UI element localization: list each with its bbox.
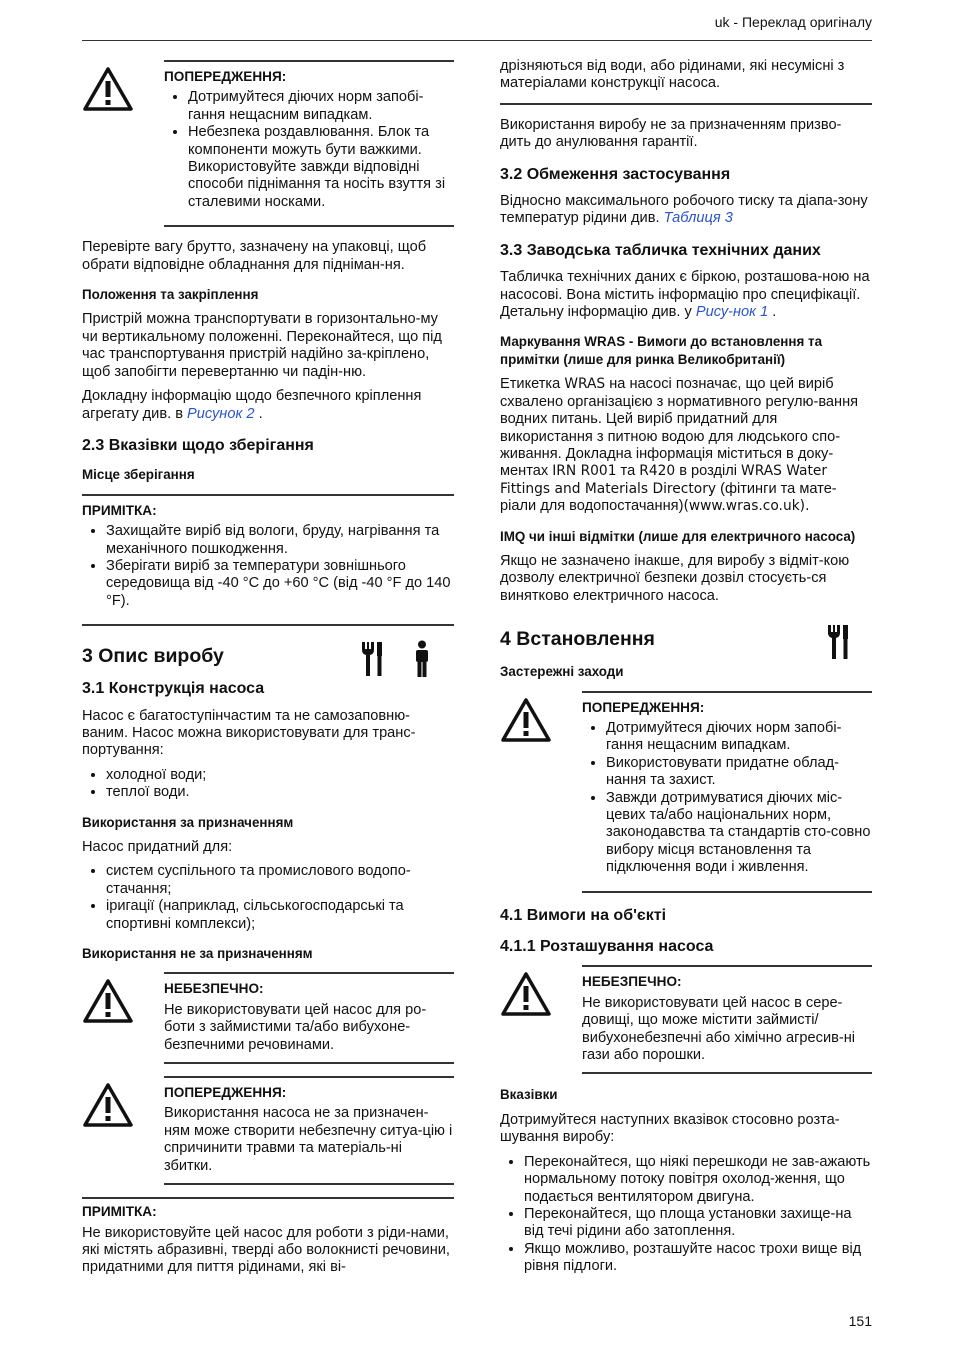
doc-ref: R420 bbox=[639, 463, 676, 480]
paragraph: Перевірте вагу брутто, зазначену на упаковці, щоб обрати відповідне обладнання для піднiман-ня. bbox=[82, 239, 427, 273]
subheading-improper-use: Використання не за призначенням bbox=[82, 946, 313, 962]
subheading-precautions: Застережні заходи bbox=[500, 664, 624, 680]
paragraph-text: Відносно максимального робочого тиску та діапа-зону температур рідини див. bbox=[500, 193, 868, 227]
subheading-intended-use: Використання за призначенням bbox=[82, 814, 294, 830]
figure-1-link[interactable]: Рису-нок 1 bbox=[695, 304, 769, 321]
note-text: Не використовуйте цей насос для роботи з ріди-нами, які містять абразивні, тверді або волокнисті речовини, придатними для пиття рідинами, які ві- bbox=[82, 1224, 450, 1276]
section-heading-3-2: 3.2 Обмеження застосування bbox=[500, 165, 731, 183]
warning-triangle-icon bbox=[500, 971, 552, 1022]
chapter-title: 4 Встановлення bbox=[500, 628, 655, 651]
table-3-link[interactable]: Таблиця 3 bbox=[663, 210, 733, 227]
warning-triangle-icon bbox=[82, 1082, 134, 1133]
note-item: • Захищайте виріб від вологи, бруду, нагрівання та механічного пошкодження. bbox=[106, 523, 454, 558]
person-icon bbox=[412, 640, 432, 684]
warning-title: ПОПЕРЕДЖЕННЯ: bbox=[582, 699, 705, 715]
wras-term: WRAS bbox=[564, 376, 606, 393]
paragraph-text: в розділі bbox=[675, 463, 742, 480]
danger-text: Не використовувати цей насос в сере-довищі, що може містити займисті/ вибухонебезпечні або хімічно агресив-ні гази або порошки. bbox=[582, 994, 856, 1064]
warning-item: • Використовувати придатне облад-нання та захист. bbox=[606, 755, 872, 790]
chapter-heading-3 bbox=[82, 644, 454, 668]
danger-title: НЕБЕЗПЕЧНО: bbox=[164, 981, 264, 997]
warning-text: Використання насоса не за призначен-ням може створити небезпечну ситуа-цію і спричинити травми та матеріаль-ні збитки. bbox=[164, 1105, 453, 1174]
header-text: uk - Переклад оригіналу bbox=[714, 14, 872, 30]
warning-block-installation bbox=[500, 691, 872, 893]
danger-text: Не використовувати цей насос для ро-боти з займистими та/або вибухоне-безпечними речовинами. bbox=[164, 1001, 427, 1053]
directory-name: WRAS Water Fittings and Materials Directory bbox=[500, 463, 828, 497]
list-item: • холодної води; bbox=[106, 767, 454, 784]
paragraph-continued: дрізняються від води, або рідинами, які несумісні з матеріалами конструкції насоса. bbox=[500, 58, 845, 92]
list-item: • теплої води. bbox=[106, 784, 454, 801]
warning-triangle-icon bbox=[500, 697, 552, 748]
danger-block-location bbox=[500, 965, 872, 1074]
paragraph: Якщо не зазначено інакше, для виробу з відміт-кою дозволу електричної безпеки дозвіл стосуєть-ся винятково електричного насоса. bbox=[500, 552, 850, 604]
warning-item: • Дотримуйтеся діючих норм запобі-гання нещасним випадкам. bbox=[188, 89, 454, 124]
danger-title: НЕБЕЗПЕЧНО: bbox=[582, 974, 682, 990]
section-heading-2-3: 2.3 Вказівки щодо зберігання bbox=[82, 436, 314, 454]
subheading-imq: IMQ чи інші відмітки (лише для електричного насоса) bbox=[500, 528, 856, 544]
list-item: • систем суспільного та промислового водопо-стачання; bbox=[106, 863, 454, 898]
paragraph-text: та bbox=[616, 463, 640, 480]
paragraph: Пристрій можна транспортувати в горизонтально-му чи вертикальному положенні. Переконайтеся, що під час транспортування пристрій надійно за-кріплено, щоб запобігти перевертанню чи падін-ню. bbox=[82, 311, 442, 380]
paragraph-text: (фітинги та мате-ріали для водопостачання) bbox=[500, 480, 837, 515]
subheading-position: Положення та закріплення bbox=[82, 287, 259, 303]
paragraph-fixing-ref bbox=[82, 388, 454, 423]
danger-block bbox=[82, 972, 454, 1064]
page-header bbox=[82, 0, 872, 41]
tools-icon bbox=[360, 640, 384, 684]
chapter-title: 3 Опис виробу bbox=[82, 645, 224, 668]
right-column bbox=[500, 58, 872, 1282]
section-heading-4-1: 4.1 Вимоги на об'єкті bbox=[500, 906, 667, 924]
paragraph: Дотримуйтеся наступних вказівок стосовно розта-шування виробу: bbox=[500, 1111, 840, 1146]
doc-ref: IRN R001 bbox=[552, 463, 617, 480]
note-block-storage bbox=[82, 494, 454, 626]
paragraph-text: Табличка технічних даних є біркою, розташова-ною на насосові. Вона містить інформацію про специфікації. Детальну інформацію див. у bbox=[500, 269, 870, 321]
paragraph-nameplate bbox=[500, 269, 872, 321]
section-heading-3-1: 3.1 Конструкція насоса bbox=[82, 680, 265, 698]
subheading-guidelines: Вказівки bbox=[500, 1087, 558, 1103]
warning-block-improper bbox=[82, 1076, 454, 1185]
list-item: • Переконайтеся, що ніякі перешкоди не зав-ажають нормальному потоку повітря охолод-ження, що подається вентилятором двигуна. bbox=[524, 1154, 872, 1206]
section-heading-3-3: 3.3 Заводська табличка технічних даних bbox=[500, 241, 821, 259]
paragraph: Використання виробу не за призначенням призво-дить до анулювання гарантії. bbox=[500, 116, 842, 151]
paragraph-text: . bbox=[254, 405, 263, 422]
section-heading-4-1-1: 4.1.1 Розташування насоса bbox=[500, 938, 714, 956]
warning-triangle-icon bbox=[82, 66, 134, 117]
wras-url: (www.wras.co.uk). bbox=[683, 498, 810, 515]
figure-2-link[interactable]: Рисунок 2 bbox=[187, 405, 255, 422]
warning-title: ПОПЕРЕДЖЕННЯ: bbox=[164, 69, 287, 84]
warning-block-handling bbox=[82, 60, 454, 227]
paragraph: Насос придатний для: bbox=[82, 839, 233, 855]
paragraph-limits bbox=[500, 193, 872, 228]
divider bbox=[82, 1197, 454, 1199]
list-item: • іригації (наприклад, сільськогосподарські та спортивні комплекси); bbox=[106, 898, 454, 933]
subheading-storage-place: Місце зберігання bbox=[82, 467, 195, 483]
paragraph-text: . bbox=[768, 304, 777, 321]
divider bbox=[500, 103, 872, 105]
paragraph: Насос є багатоступінчастим та не самозаповню-ваним. Насос можна використовувати для транс-портування: bbox=[82, 707, 416, 759]
paragraph-text: Етикетка bbox=[500, 376, 565, 393]
subheading-wras: Маркування WRAS - Вимоги до встановлення та примітки (лише для ринка Великобританії) bbox=[500, 334, 823, 367]
page-number: 151 bbox=[848, 1313, 872, 1329]
warning-title: ПОПЕРЕДЖЕННЯ: bbox=[164, 1085, 287, 1101]
paragraph-text: Докладну інформацію щодо безпечного кріплення агрегату див. в bbox=[82, 388, 422, 422]
note-title: ПРИМІТКА: bbox=[82, 1204, 157, 1220]
note-item: • Зберігати виріб за температури зовнішнього середовища від -40 °C до +60 °C (від -40 °F до 140 °F). bbox=[106, 558, 454, 610]
warning-triangle-icon bbox=[82, 978, 134, 1029]
warning-item: • Завжди дотримуватися діючих міс-цевих та/або національних норм, законодавства та стандартів сто-совно вибору місця встановлення та підключення води і живлення. bbox=[606, 790, 872, 877]
tools-icon bbox=[826, 623, 850, 667]
paragraph-wras bbox=[500, 376, 872, 515]
paragraph-text: на насосі позначає, що цей виріб схвалено організацією з нормативного регулю-вання водних питань. Цей виріб придатний для використання з питною водою для людського спо-живання. Докладна інформація міститься в доку-ментах bbox=[500, 376, 859, 480]
list-item: • Якщо можливо, розташуйте насос трохи вище від рівня підлоги. bbox=[524, 1241, 872, 1276]
left-column bbox=[82, 58, 454, 1284]
note-title: ПРИМІТКА: bbox=[82, 502, 157, 518]
list-item: • Переконайтеся, що площа установки захище-на від течі рідини або затоплення. bbox=[524, 1206, 872, 1241]
warning-item: • Дотримуйтеся діючих норм запобі-гання нещасним випадкам. bbox=[606, 720, 872, 755]
warning-item: • Небезпека роздавлювання. Блок та компоненти можуть бути важкими. Використовуйте завжди відповідні способи піднімання та носіть взуття зі сталевими носками. bbox=[188, 124, 454, 211]
chapter-heading-4 bbox=[500, 627, 872, 651]
